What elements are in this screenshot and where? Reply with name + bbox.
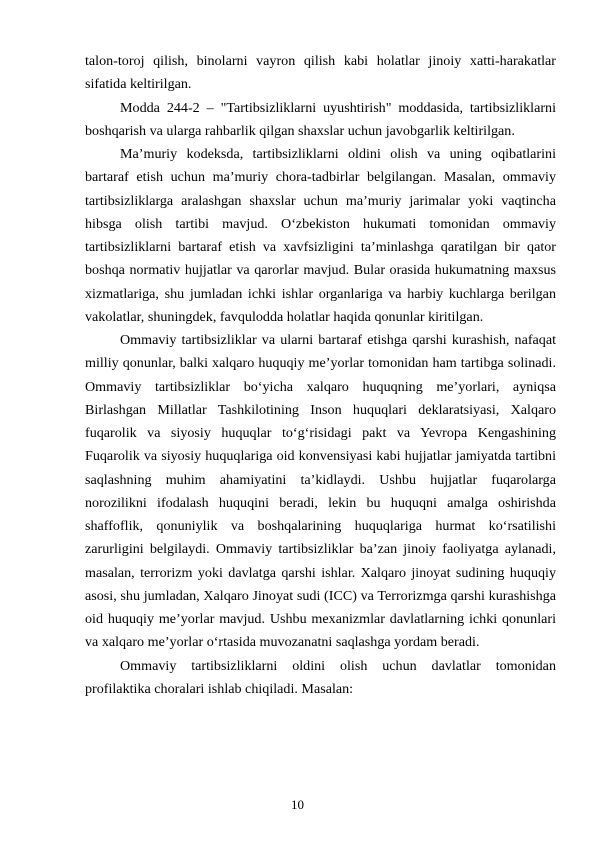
- paragraph-5: Ommaviy tartibsizliklarni oldini olish uchun davlatlar tomonidan profilaktika choralari ishlab chiqiladi. Masalan:: [85, 657, 556, 697]
- document-body: [85, 50, 556, 701]
- page-number: 10: [291, 797, 304, 812]
- paragraph-3: Maʼmuriy kodeksda, tartibsizliklarni oldini olish va uning oqibatlarini bartaraf etish uchun maʼmuriy chora-tadbirlar belgilangan. Masalan, ommaviy tartibsizliklarga aralashgan shaxslar uchun maʼmuriy jarimalar yoki vaqtincha hibsga olish tartibi mavjud. Oʻzbekiston hukumati tomonidan ommaviy tartibsizliklarni bartaraf etish va xavfsizligini taʼminlashga qaratilgan bir qator boshqa normativ hujjatlar va qarorlar mavjud. Bular orasida hukumatning maxsus xizmatlariga, shu jumladan ichki ishlar organlariga va harbiy kuchlarga berilgan vakolatlar, shuningdek, favqulodda holatlar haqida qonunlar kiritilgan.: [85, 146, 556, 325]
- paragraph-4: Ommaviy tartibsizliklar va ularni bartaraf etishga qarshi kurashish, nafaqat milliy qonunlar, balki xalqaro huquqiy meʼyorlar tomonidan ham tartibga solinadi. Ommaviy tartibsizliklar boʻyicha xalqaro huquqning meʼyorlari, ayniqsa Birlashgan Millatlar Tashkilotining Inson huquqlari deklaratsiyasi, Xalqaro fuqarolik va siyosiy huquqlar toʻgʻrisidagi pakt va Yevropa Kengashining Fuqarolik va siyosiy huquqlariga oid konvensiyasi kabi hujjatlar jamiyatda tartibni saqlashning muhim ahamiyatini taʼkidlaydi. Ushbu hujjatlar fuqarolarga norozilikni ifodalash huquqini beradi, lekin bu huquqni amalga oshirishda shaffoflik, qonuniylik va boshqalarining huquqlariga hurmat koʻrsatilishi zarurligini belgilaydi. Ommaviy tartibsizliklar baʼzan jinoiy faoliyatga aylanadi, masalan, terrorizm yoki davlatga qarshi ishlar. Xalqaro jinoyat sudining huquqiy asosi, shu jumladan, Xalqaro Jinoyat sudi (ICC) va Terrorizmga qarshi kurashishga oid huquqiy meʼyorlar mavjud. Ushbu mexanizmlar davlatlarning ichki qonunlari va xalqaro meʼyorlar oʻrtasida muvozanatni saqlashga yordam beradi.: [85, 332, 556, 651]
- paragraph-2: Modda 244-2 – "Tartibsizliklarni uyushtirish" moddasida, tartibsizliklarni boshqarish va ularga rahbarlik qilgan shaxslar uchun javobgarlik keltirilgan.: [85, 99, 556, 139]
- paragraph-1: talon-toroj qilish, binolarni vayron qilish kabi holatlar jinoiy xatti-harakatlar sifatida keltirilgan.: [85, 53, 556, 93]
